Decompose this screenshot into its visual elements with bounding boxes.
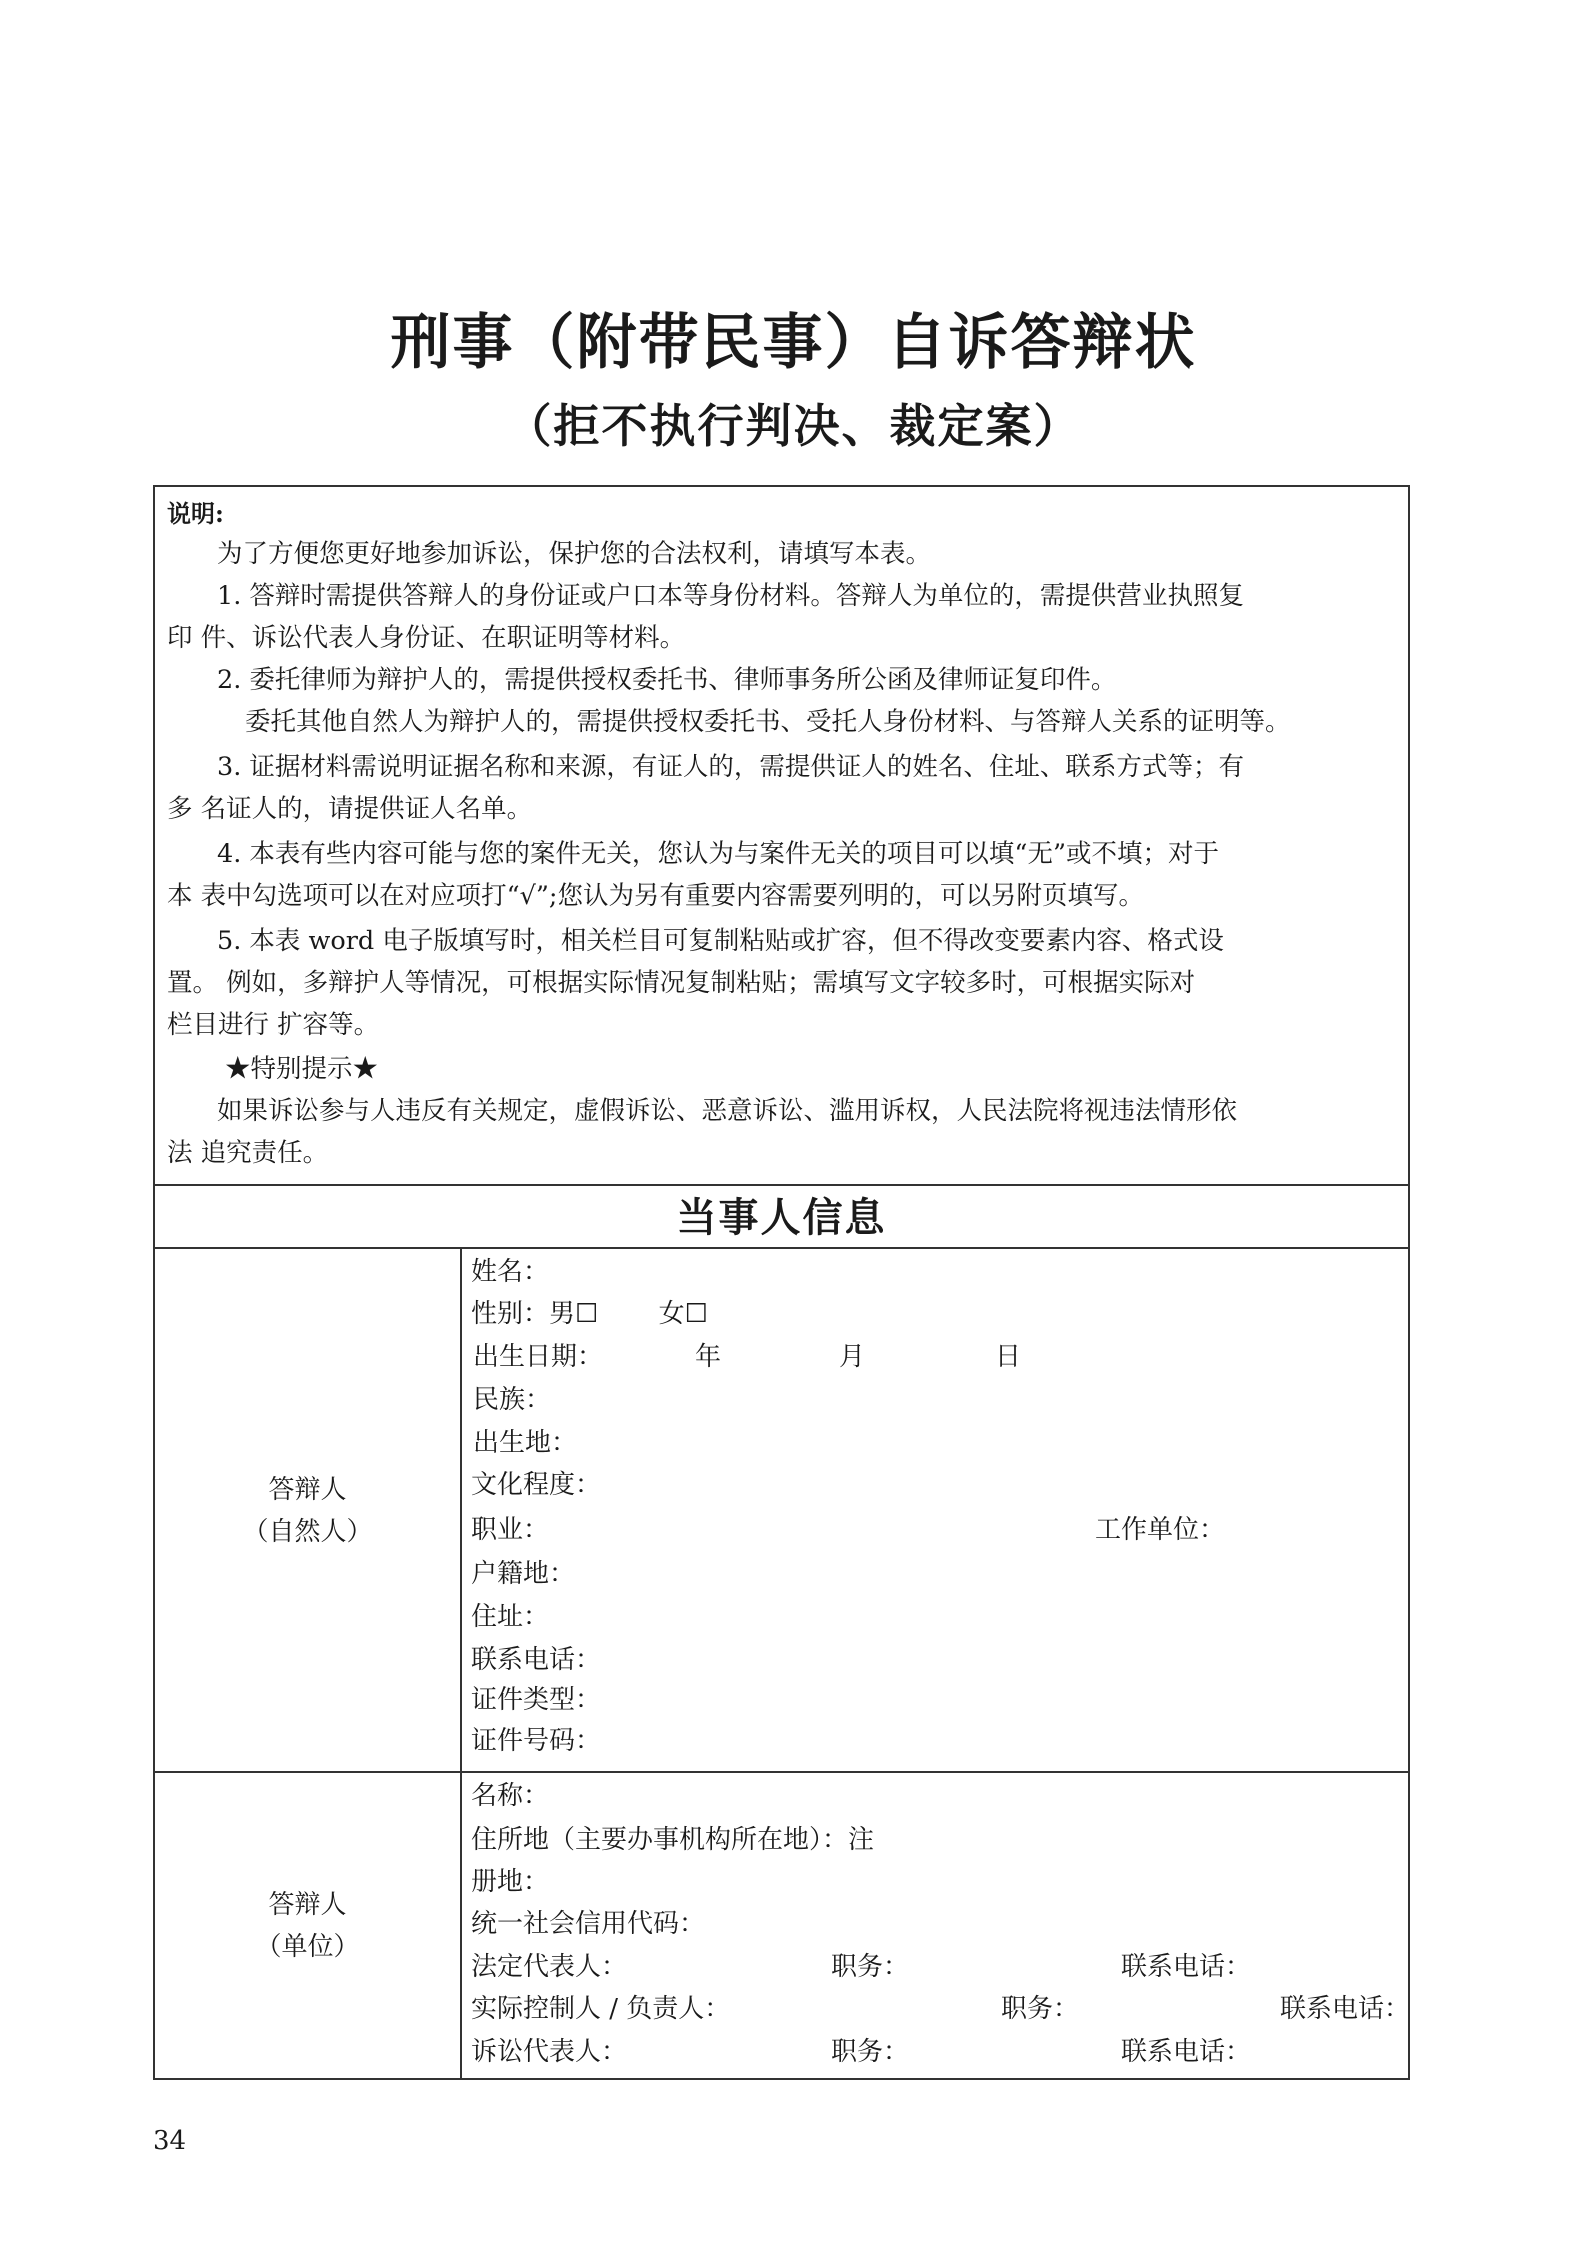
instruction-line: 1. 答辩时需提供答辩人的身份证或户口本等身份材料。答辩人为单位的，需提供营业执照复: [217, 581, 1244, 611]
special-notice-heading: ★特别提示★: [225, 1054, 379, 1084]
litigation-rep-title-field[interactable]: 职务：: [831, 2037, 910, 2067]
respondent-label: 答辩人: [268, 1475, 347, 1505]
instruction-line: 栏目进行 扩容等。: [167, 1010, 380, 1040]
controller-field[interactable]: 实际控制人 / 负责人：: [471, 1994, 731, 2024]
instructions-heading: 说明:: [167, 499, 224, 528]
instruction-line: 法 追究责任。: [167, 1138, 329, 1168]
birth-date-label: 出生日期：: [473, 1342, 604, 1372]
registered-address-field[interactable]: 册地：: [471, 1867, 550, 1897]
instruction-line: 3. 证据材料需说明证据名称和来源，有证人的，需提供证人的姓名、住址、联系方式等；有: [217, 752, 1244, 782]
education-field[interactable]: 文化程度：: [471, 1470, 602, 1500]
household-field[interactable]: 户籍地：: [471, 1559, 576, 1589]
birth-month[interactable]: 月: [839, 1342, 866, 1372]
name-field[interactable]: 姓名：: [471, 1257, 550, 1287]
instruction-line: 4. 本表有些内容可能与您的案件无关，您认为与案件无关的项目可以填“无”或不填；对于: [217, 839, 1220, 869]
document-title: 刑事（附带民事）自诉答辩状: [390, 308, 1197, 378]
document-subtitle: （拒不执行判决、裁定案）: [505, 399, 1082, 453]
organization-type: （单位）: [255, 1932, 360, 1962]
instruction-line: 置。 例如，多辩护人等情况，可根据实际情况复制粘贴；需填写文字较多时，可根据实际对: [167, 968, 1196, 998]
controller-phone-field[interactable]: 联系电话：: [1280, 1994, 1411, 2024]
divider: [155, 1771, 1408, 1773]
page-number: 34: [153, 2126, 187, 2156]
employer-field[interactable]: 工作单位：: [1095, 1515, 1226, 1545]
instruction-line: 为了方便您更好地参加诉讼，保护您的合法权利，请填写本表。: [217, 539, 932, 569]
divider: [155, 1247, 1408, 1249]
instruction-line: 本 表中勾选项可以在对应项打“√”;您认为另有重要内容需要列明的，可以另附页填写。: [167, 881, 1145, 911]
legal-rep-phone-field[interactable]: 联系电话：: [1121, 1952, 1252, 1982]
legal-rep-title-field[interactable]: 职务：: [831, 1952, 910, 1982]
column-divider: [460, 1772, 462, 2080]
instruction-line: 如果诉讼参与人违反有关规定，虚假诉讼、恶意诉讼、滥用诉权，人民法院将视违法情形依: [217, 1096, 1238, 1126]
id-number-field[interactable]: 证件号码：: [471, 1726, 602, 1756]
column-divider: [460, 1248, 462, 1771]
occupation-field[interactable]: 职业：: [471, 1515, 550, 1545]
ethnicity-field[interactable]: 民族：: [473, 1385, 552, 1415]
respondent-label: 答辩人: [268, 1890, 347, 1920]
litigation-rep-field[interactable]: 诉讼代表人：: [471, 2037, 628, 2067]
instruction-line: 多 名证人的，请提供证人名单。: [167, 794, 533, 824]
residence-field[interactable]: 住所地（主要办事机构所在地）：注: [471, 1825, 875, 1855]
natural-person-label: [155, 1469, 460, 1553]
credit-code-field[interactable]: 统一社会信用代码：: [471, 1909, 706, 1939]
instruction-line: 印 件、诉讼代表人身份证、在职证明等材料。: [167, 623, 686, 653]
answer-form: [153, 485, 1410, 2080]
birth-day[interactable]: 日: [995, 1342, 1022, 1372]
gender-field[interactable]: 性别：男☐ 女☐: [471, 1299, 708, 1329]
birthplace-field[interactable]: 出生地：: [473, 1428, 578, 1458]
instructions-section: [155, 487, 1408, 1184]
organization-label: [155, 1884, 460, 1968]
litigation-rep-phone-field[interactable]: 联系电话：: [1121, 2037, 1252, 2067]
id-type-field[interactable]: 证件类型：: [471, 1685, 602, 1715]
party-info-heading: 当事人信息: [676, 1194, 887, 1241]
org-name-field[interactable]: 名称：: [471, 1781, 550, 1811]
birth-year[interactable]: 年: [695, 1342, 722, 1372]
legal-rep-field[interactable]: 法定代表人：: [471, 1952, 628, 1982]
natural-person-type: （自然人）: [242, 1517, 373, 1547]
instruction-line: 委托其他自然人为辩护人的，需提供授权委托书、受托人身份材料、与答辩人关系的证明等。: [245, 707, 1291, 737]
phone-field[interactable]: 联系电话：: [471, 1645, 602, 1675]
instruction-line: 5. 本表 word 电子版填写时，相关栏目可复制粘贴或扩容，但不得改变要素内容、格式设: [217, 926, 1224, 956]
instruction-line: 2. 委托律师为辩护人的，需提供授权委托书、律师事务所公函及律师证复印件。: [217, 665, 1117, 695]
address-field[interactable]: 住址：: [471, 1602, 550, 1632]
controller-title-field[interactable]: 职务：: [1001, 1994, 1080, 2024]
divider: [155, 1184, 1408, 1186]
